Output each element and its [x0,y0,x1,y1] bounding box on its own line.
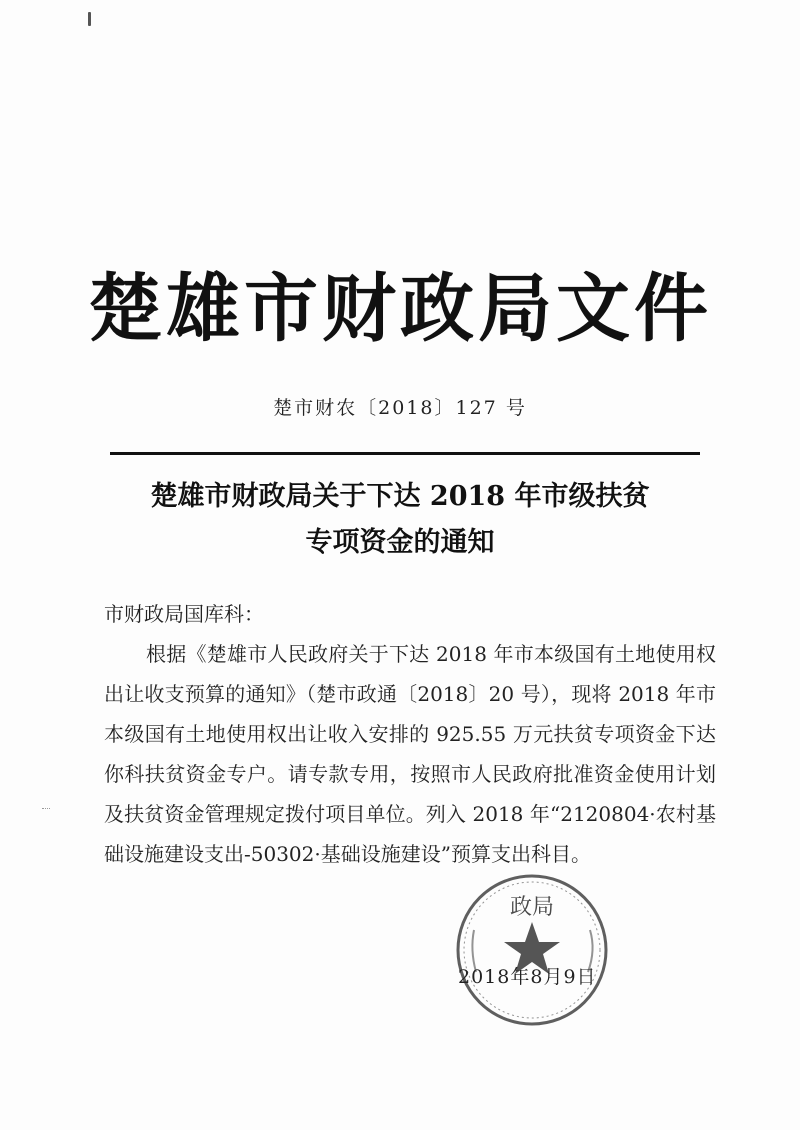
document-number: 楚市财农〔2018〕127 号 [273,397,527,419]
header-title: 楚雄市财政局文件 [88,266,712,352]
document-date: 2018年8月9日 [458,966,597,988]
notice-title [0,474,800,566]
official-seal [452,870,612,1030]
scan-speck [42,808,50,812]
recipient: 市财政局国库科： [104,602,264,626]
scan-mark [88,12,91,26]
body-paragraph: 根据《楚雄市人民政府关于下达 2018 年市本级国有土地使用权出让收支预算的通知》（楚市政通〔2018〕20 号），现将 2018 年市本级国有土地使用权出让收入安排的 925.55 万元扶贫专项资金下达你科扶贫资金专户。请专款专用，按照市人民政府批准资金使用计划及扶贫资金管理规定拨付项目单位。列入 2018 年“2120804·农村基础设施建设支出-50302·基础设施建设”预算支出科目。 [104,642,716,866]
header-divider [110,452,700,455]
notice-title-line-2: 专项资金的通知 [305,527,495,558]
notice-title-line-1: 楚雄市财政局关于下达 2018 年市级扶贫 [150,481,650,512]
seal-text: 政局 [509,895,555,920]
